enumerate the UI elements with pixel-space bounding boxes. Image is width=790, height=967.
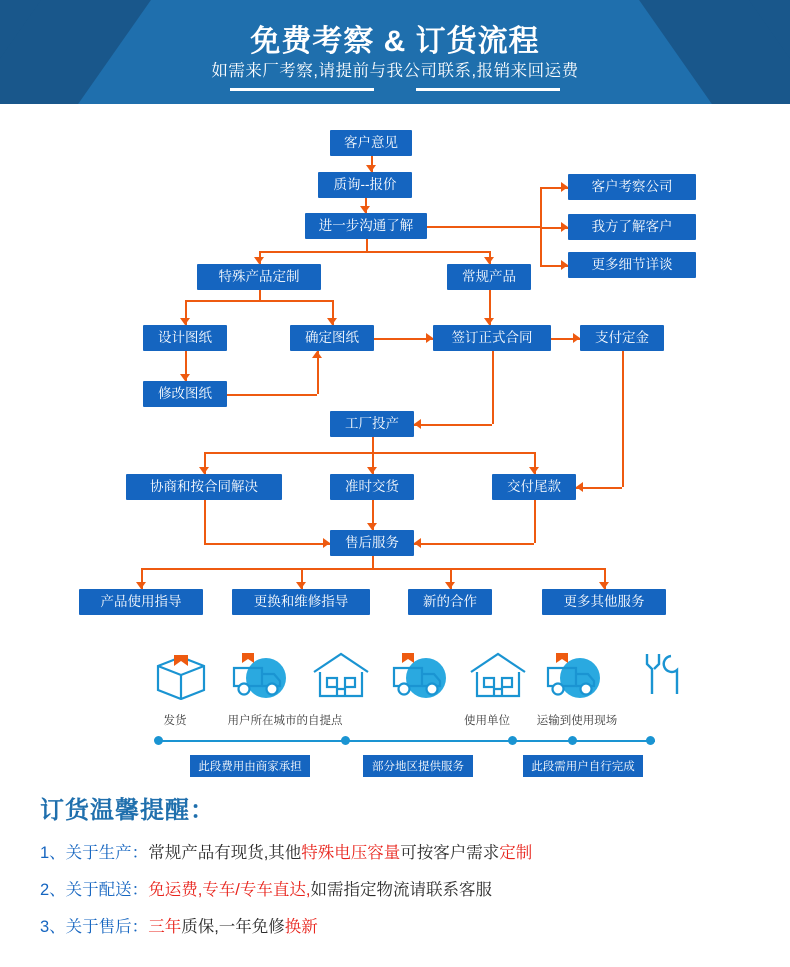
delivery-truck-icon: [228, 648, 294, 700]
note-text-part: 可按客户需求: [400, 844, 500, 862]
note-text-part: 3、关于售后：: [40, 918, 149, 936]
timeline-segment-label: 此段需用户自行完成: [523, 755, 643, 777]
flow-node-n15[interactable]: 协商和按合同解决: [126, 474, 282, 500]
flow-node-n5[interactable]: 我方了解客户: [568, 214, 696, 240]
flow-node-n16[interactable]: 准时交货: [330, 474, 414, 500]
notes-rows: [40, 839, 790, 937]
flow-node-n11[interactable]: 签订正式合同: [433, 325, 551, 351]
flow-arrow-right: [561, 182, 568, 192]
flow-connector-v: [534, 500, 536, 543]
note-row: [40, 876, 790, 900]
flow-arrow-down: [366, 165, 376, 172]
house-icon: [308, 648, 374, 700]
flow-arrow-down: [136, 582, 146, 589]
flow-connector-v: [372, 437, 374, 452]
flow-arrow-up: [312, 351, 322, 358]
flow-arrow-right: [561, 260, 568, 270]
timeline-dot: [508, 736, 517, 745]
flow-node-n3[interactable]: 进一步沟通了解: [305, 213, 427, 239]
flow-arrow-down: [254, 257, 264, 264]
flow-node-n22[interactable]: 更多其他服务: [542, 589, 666, 615]
flow-arrow-down: [360, 206, 370, 213]
flow-node-n10[interactable]: 确定图纸: [290, 325, 374, 351]
flow-connector-h: [204, 452, 534, 454]
flow-connector-h: [427, 226, 540, 228]
note-row: [40, 839, 790, 863]
flow-arrow-down: [199, 467, 209, 474]
flow-arrow-left: [414, 538, 421, 548]
page-header: [0, 0, 790, 104]
flow-node-n17[interactable]: 交付尾款: [492, 474, 576, 500]
order-notes-section: [0, 784, 790, 937]
flow-arrow-down: [529, 467, 539, 474]
flow-node-n18[interactable]: 售后服务: [330, 530, 414, 556]
flow-connector-v: [366, 239, 368, 251]
notes-title: 订货温馨提醒：: [40, 797, 215, 824]
note-text-part: 换新: [284, 918, 318, 936]
flow-node-n7[interactable]: 特殊产品定制: [197, 264, 321, 290]
flow-arrow-left: [414, 419, 421, 429]
flow-connector-v: [492, 351, 494, 424]
flow-arrow-down: [180, 318, 190, 325]
flow-arrow-down: [327, 318, 337, 325]
timeline-dot: [646, 736, 655, 745]
note-text-part: 定制: [499, 844, 533, 862]
flow-connector-h: [414, 543, 534, 545]
flow-connector-v: [372, 556, 374, 568]
house-icon: [465, 648, 531, 700]
flow-arrow-right: [573, 333, 580, 343]
box-icon: [148, 648, 214, 700]
flow-connector-v: [540, 187, 542, 265]
delivery-truck-icon: [542, 648, 608, 700]
flow-node-n1[interactable]: 客户意见: [330, 130, 412, 156]
page-subtitle: 如需来厂考察,请提前与我公司联系,报销来回运费: [211, 62, 579, 80]
delivery-truck-icon: [388, 648, 454, 700]
timeline-dot: [154, 736, 163, 745]
order-process-flowchart: [0, 104, 790, 624]
timeline-dot: [568, 736, 577, 745]
logistics-label: 用户所在城市的自提点: [227, 715, 343, 727]
logistics-label: 使用单位: [464, 715, 510, 727]
flow-connector-h: [374, 338, 433, 340]
flow-arrow-down: [599, 582, 609, 589]
logistics-timeline-section: [0, 624, 790, 784]
flow-arrow-left: [576, 482, 583, 492]
flow-connector-h: [259, 251, 489, 253]
flow-arrow-down: [367, 523, 377, 530]
flow-connector-v: [259, 290, 261, 300]
timeline-segment-label: 此段费用由商家承担: [190, 755, 310, 777]
page-title: 免费考察 & 订货流程: [250, 25, 540, 58]
flow-arrow-right: [561, 222, 568, 232]
flow-node-n19[interactable]: 产品使用指导: [79, 589, 203, 615]
note-text-part: 三年: [148, 918, 182, 936]
flow-arrow-down: [296, 582, 306, 589]
timeline-segment-label: 部分地区提供服务: [363, 755, 473, 777]
flow-connector-v: [622, 351, 624, 487]
flow-node-n20[interactable]: 更换和维修指导: [232, 589, 370, 615]
flow-node-n4[interactable]: 客户考察公司: [568, 174, 696, 200]
flow-connector-h: [227, 394, 317, 396]
flow-node-n12[interactable]: 支付定金: [580, 325, 664, 351]
flow-connector-v: [204, 500, 206, 543]
flow-node-n2[interactable]: 质询--报价: [318, 172, 412, 198]
flow-arrow-down: [367, 467, 377, 474]
note-text-part: 特殊电压容量: [301, 844, 401, 862]
note-row: [40, 913, 790, 937]
flow-node-n13[interactable]: 修改图纸: [143, 381, 227, 407]
flow-node-n8[interactable]: 常规产品: [447, 264, 531, 290]
flow-arrow-down: [445, 582, 455, 589]
page-subtitle-wrap: [0, 57, 790, 81]
title-underline-gap: [374, 88, 416, 91]
flow-arrow-down: [484, 257, 494, 264]
timeline-bar: [155, 740, 655, 742]
logistics-label: 发货: [163, 715, 187, 727]
flow-arrow-right: [426, 333, 433, 343]
note-text-part: 1、关于生产：: [40, 844, 149, 862]
flow-connector-h: [141, 568, 604, 570]
flow-connector-h: [185, 300, 332, 302]
note-text-part: 常规产品有现货,其他: [148, 844, 302, 862]
note-text-part: 质保,一年免修: [181, 918, 285, 936]
flow-node-n14[interactable]: 工厂投产: [330, 411, 414, 437]
flow-node-n6[interactable]: 更多细节详谈: [568, 252, 696, 278]
logistics-label: 运输到使用现场: [536, 715, 618, 727]
note-text-part: 免运费,专车/专车直达,: [148, 881, 311, 899]
wrench-tools-icon: [625, 648, 691, 700]
flow-arrow-right: [323, 538, 330, 548]
flow-connector-h: [204, 543, 330, 545]
flow-arrow-down: [180, 374, 190, 381]
timeline-dot: [341, 736, 350, 745]
flow-connector-h: [414, 424, 492, 426]
note-text-part: 如需指定物流请联系客服: [310, 881, 492, 899]
note-text-part: 2、关于配送：: [40, 881, 149, 899]
flow-arrow-down: [484, 318, 494, 325]
flow-node-n9[interactable]: 设计图纸: [143, 325, 227, 351]
flow-node-n21[interactable]: 新的合作: [408, 589, 492, 615]
